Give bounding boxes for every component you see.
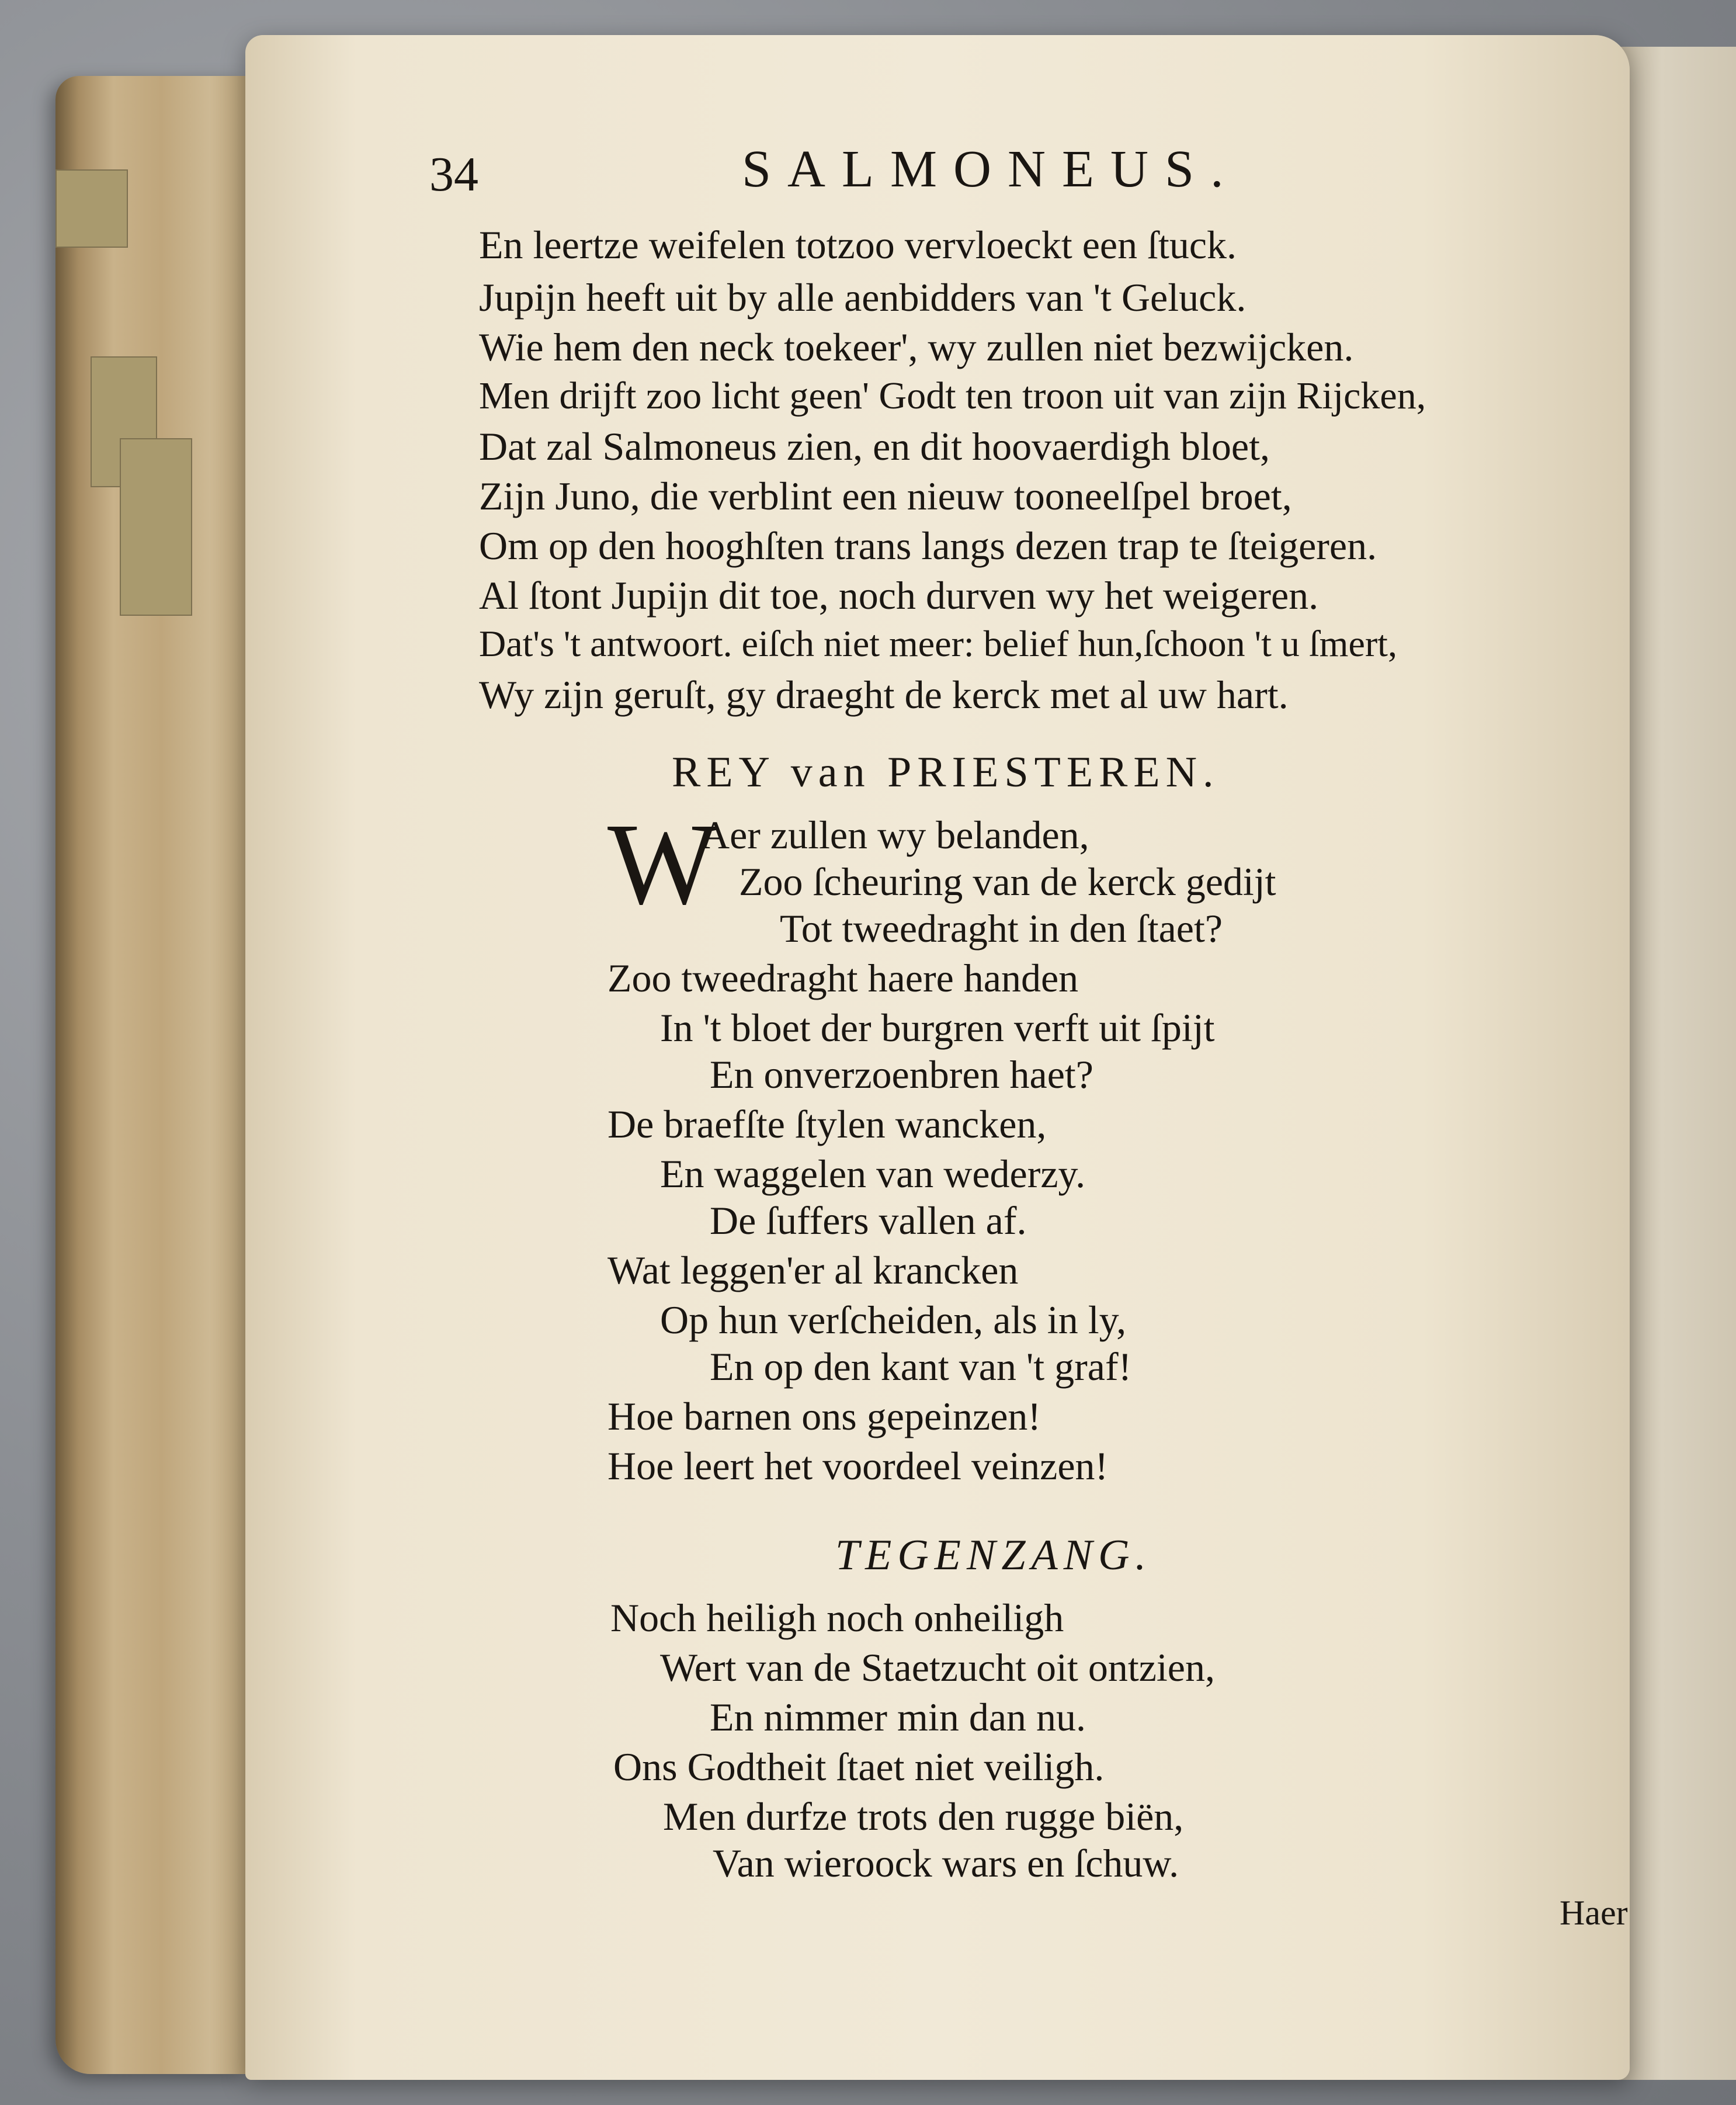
counter-line: Wert van de Staetzucht oit ontzien, [660, 1645, 1215, 1690]
verse-line: Jupijn heeft uit by alle aenbidders van 't Geluck. [479, 275, 1247, 320]
chorus-line: Wat leggen'er al krancken [607, 1248, 1019, 1292]
chorus-line: De braefſte ſtylen wancken, [607, 1102, 1047, 1146]
chorus-line: Tot tweedraght in den ſtaet? [780, 906, 1223, 951]
chorus-line: Aer zullen wy belanden, [701, 813, 1089, 857]
counter-line: Noch heiligh noch onheiligh [610, 1596, 1064, 1640]
verse-line: Men drijft zoo licht geen' Godt ten troon uit van zijn Rijcken, [479, 374, 1426, 417]
chorus-line: Hoe leert het voordeel veinzen! [607, 1444, 1109, 1488]
paper-tab [55, 169, 128, 248]
book-fore-edge [55, 76, 248, 2074]
counter-line: Ons Godtheit ſtaet niet veiligh. [613, 1745, 1105, 1789]
paper-tab [120, 438, 192, 616]
chorus-line: Zoo ſcheuring van de kerck gedijt [739, 859, 1276, 904]
drop-cap: W [607, 800, 718, 929]
chorus-heading: REY van PRIESTEREN. [672, 748, 1220, 796]
page-number: 34 [429, 147, 478, 202]
verse-line: Wie hem den neck toekeer', wy zullen niet bezwijcken. [479, 325, 1354, 369]
counter-heading: TEGENZANG. [835, 1531, 1152, 1579]
facing-page [1612, 47, 1736, 2080]
verse-line: Wy zijn geruſt, gy draeght de kerck met al uw hart. [479, 672, 1289, 717]
counter-line: Men durfze trots den rugge biën, [663, 1794, 1184, 1839]
chorus-line: En waggelen van wederzy. [660, 1152, 1086, 1196]
verse-line: Om op den hooghſten trans langs dezen trap te ſteigeren. [479, 523, 1377, 568]
chorus-line: En onverzoenbren haet? [710, 1052, 1093, 1097]
verse-line: Zijn Juno, die verblint een nieuw tooneelſpel broet, [479, 474, 1292, 518]
chorus-line: En op den kant van 't graf! [710, 1344, 1132, 1389]
chorus-line: In 't bloet der burgren verft uit ſpijt [660, 1005, 1215, 1050]
counter-line: En nimmer min dan nu. [710, 1695, 1086, 1739]
verse-line: Dat's 't antwoort. eiſch niet meer: belief hun,ſchoon 't u ſmert, [479, 623, 1397, 664]
verse-line: En leertze weifelen totzoo vervloeckt een ſtuck. [479, 223, 1237, 267]
running-title: SALMONEUS. [742, 140, 1240, 198]
chorus-line: Op hun verſcheiden, als in ly, [660, 1298, 1127, 1342]
verse-line: Dat zal Salmoneus zien, en dit hoovaerdigh bloet, [479, 424, 1270, 469]
counter-line: Van wieroock wars en ſchuw. [713, 1841, 1179, 1885]
chorus-line: De ſuffers vallen af. [710, 1198, 1027, 1243]
verse-line: Al ſtont Jupijn dit toe, noch durven wy het weigeren. [479, 573, 1319, 618]
chorus-line: Zoo tweedraght haere handen [607, 956, 1079, 1000]
chorus-line: Hoe barnen ons gepeinzen! [607, 1394, 1041, 1438]
catchword: Haer [1560, 1894, 1628, 1932]
